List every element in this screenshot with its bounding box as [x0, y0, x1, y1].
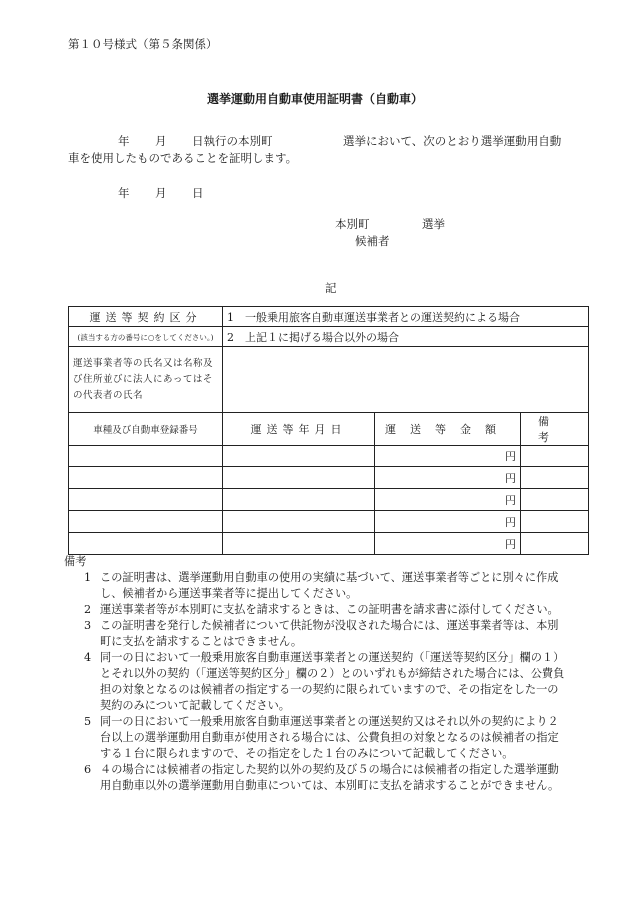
note-number: 2	[84, 603, 92, 616]
date-year: 年	[118, 186, 130, 200]
date-cell[interactable]	[223, 533, 375, 555]
signatory-town: 本別町	[335, 217, 370, 231]
header-remarks-text: 備考	[538, 415, 572, 444]
signatory-election: 選挙	[422, 217, 445, 231]
note-item	[68, 650, 568, 714]
contract-type-note: (該当する方の番号に○をしてください。)	[77, 333, 214, 342]
table-row	[69, 467, 589, 489]
operator-label-cell	[69, 347, 223, 413]
amount-cell[interactable]	[375, 446, 521, 467]
header-vehicle-text: 車種及び自動車登録番号	[93, 425, 198, 436]
notes-heading: 備考	[64, 555, 87, 568]
amount-cell[interactable]	[375, 489, 521, 511]
intro-line2: 車を使用したものであることを証明します。	[68, 151, 298, 165]
table-row	[69, 489, 589, 511]
header-vehicle	[69, 413, 223, 446]
note-item	[68, 570, 568, 602]
note-text: この証明書は、選挙運動用自動車の使用の実績に基づいて、運送事業者等ごとに別々に作成し、候補者から運送事業者等に提出してください。	[100, 571, 559, 600]
vehicle-cell[interactable]	[69, 467, 223, 489]
document-title: 選挙運動用自動車使用証明書（自動車）	[206, 92, 423, 106]
note-item	[68, 618, 568, 650]
vehicle-cell[interactable]	[69, 511, 223, 533]
date-day: 日	[192, 186, 204, 200]
note-text: 同一の日において一般乗用旅客自動車運送事業者との運送契約（「運送等契約区分」欄の１）とそれ以外の契約（「運送等契約区分」欄の２）とのいずれもが締結された場合には、公費負担の対象となるのは候補者の指定する一の契約に限られていますので、その指定をした一の契約のみについて記載してください。	[100, 651, 565, 712]
vehicle-cell[interactable]	[69, 533, 223, 555]
contract-type-label-cell	[69, 307, 223, 327]
option1-cell[interactable]	[223, 307, 589, 327]
yen-label: 円	[505, 450, 516, 463]
date-month: 月	[155, 186, 167, 200]
header-amount	[375, 413, 521, 446]
yen-label: 円	[505, 515, 516, 529]
amount-cell[interactable]	[375, 511, 521, 533]
note-text: 同一の日において一般乗用旅客自動車運送事業者との運送契約又はそれ以外の契約により２台以上の選挙運動用自動車が使用される場合には、公費負担の対象となるのは候補者の指定する１台に限られますので、その指定をした１台のみについて記載してください。	[100, 715, 559, 760]
intro-election: 選挙において、次のとおり選挙運動用自動	[343, 134, 562, 148]
header-date	[223, 413, 375, 446]
yen-label: 円	[505, 493, 516, 507]
contract-type-note-cell	[69, 327, 223, 347]
note-number: 1	[84, 571, 92, 584]
amount-cell[interactable]	[375, 533, 521, 555]
date-cell[interactable]	[223, 446, 375, 467]
remarks-cell[interactable]	[521, 511, 589, 533]
date-cell[interactable]	[223, 489, 375, 511]
intro-year: 年	[118, 134, 130, 148]
note-item	[68, 762, 568, 794]
note-number: 4	[84, 651, 92, 664]
date-cell[interactable]	[223, 467, 375, 489]
header-remarks	[521, 413, 589, 446]
form-number: 第１０号様式（第５条関係）	[68, 37, 218, 51]
contract-type-label: 運送等契約区分	[89, 310, 202, 324]
yen-label: 円	[505, 537, 516, 551]
table-row	[69, 446, 589, 467]
operator-value-cell[interactable]	[223, 347, 589, 413]
note-text: ４の場合には候補者の指定した契約以外の契約及び５の場合には候補者の指定した選挙運動用自動車以外の選挙運動用自動車については、本別町に支払を請求することができません。	[100, 763, 560, 792]
note-number: 5	[84, 715, 92, 728]
note-item	[68, 602, 568, 618]
option1-text: 1 一般乗用旅客自動車運送事業者との運送契約による場合	[227, 310, 520, 324]
note-text: 運送事業者等が本別町に支払を請求するときは、この証明書を請求書に添付してください。	[100, 603, 559, 616]
vehicle-cell[interactable]	[69, 446, 223, 467]
ki-label: 記	[325, 281, 337, 295]
intro-month: 月	[155, 134, 167, 148]
date-cell[interactable]	[223, 511, 375, 533]
amount-cell[interactable]	[375, 467, 521, 489]
note-number: 6	[84, 763, 92, 776]
certificate-table	[68, 306, 589, 555]
intro-day: 日執行の本別町	[192, 134, 273, 148]
signatory-candidate: 候補者	[355, 234, 390, 248]
header-amount-text: 運送等金額	[385, 423, 510, 436]
remarks-cell[interactable]	[521, 446, 589, 467]
note-number: 3	[84, 619, 92, 632]
note-text: この証明書を発行した候補者について供託物が没収された場合には、運送事業者等は、本別町に支払を請求することはできません。	[100, 619, 559, 648]
remarks-cell[interactable]	[521, 533, 589, 555]
option2-cell[interactable]	[223, 327, 589, 347]
yen-label: 円	[505, 471, 516, 485]
note-item	[68, 714, 568, 762]
header-date-text: 運送等年月日	[250, 423, 347, 436]
table-row	[69, 511, 589, 533]
operator-label: 運送事業者等の氏名又は名称及び住所並びに法人にあってはその代表者の氏名	[73, 357, 214, 401]
notes-section	[64, 554, 568, 794]
vehicle-cell[interactable]	[69, 489, 223, 511]
remarks-cell[interactable]	[521, 467, 589, 489]
table-row	[69, 533, 589, 555]
option2-text: 2 上記１に掲げる場合以外の場合	[227, 330, 399, 344]
remarks-cell[interactable]	[521, 489, 589, 511]
